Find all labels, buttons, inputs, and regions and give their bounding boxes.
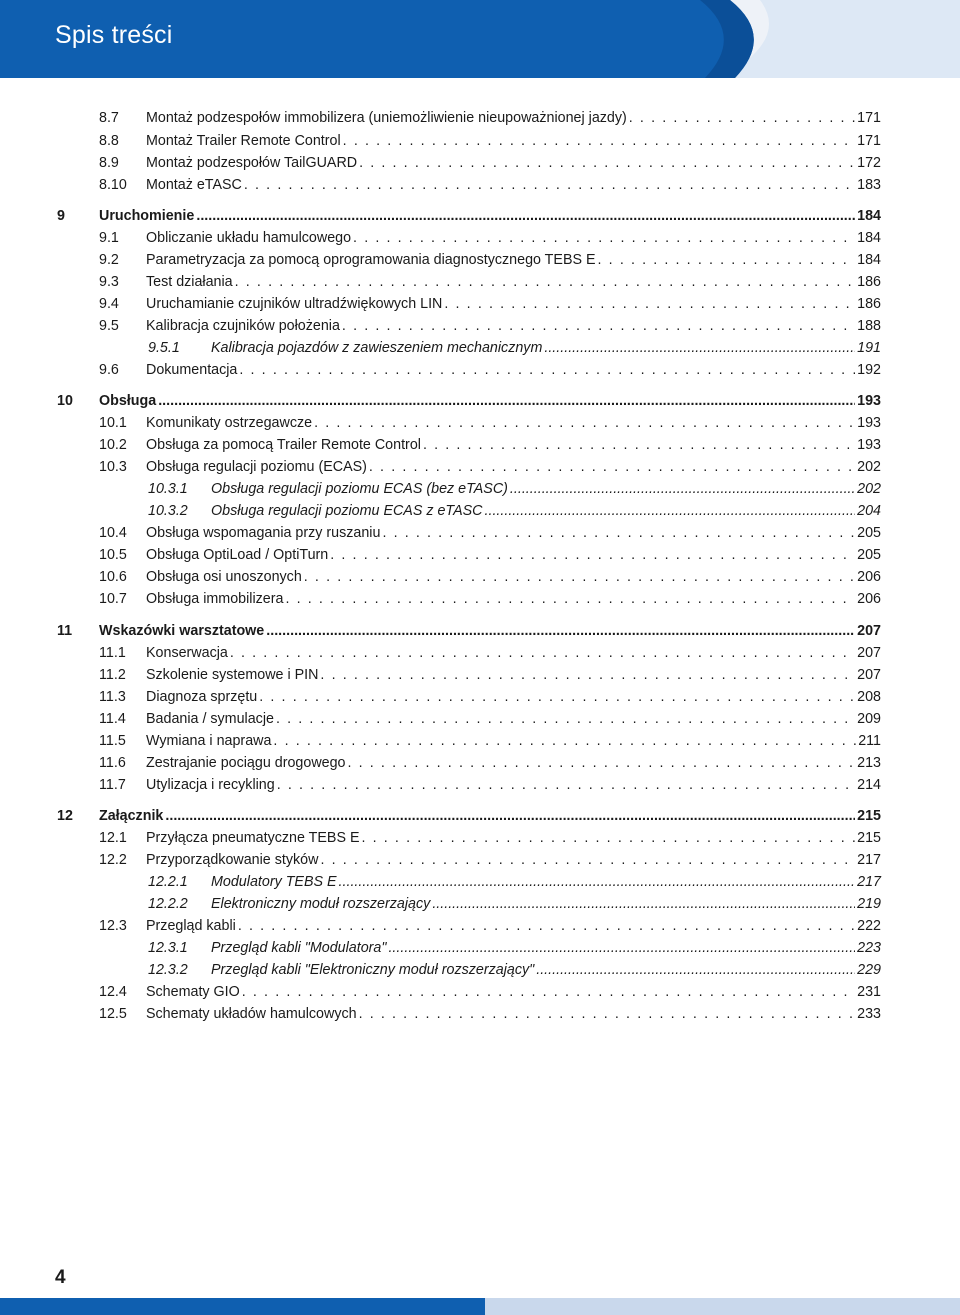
toc-entry-number: 10.1 bbox=[99, 415, 127, 431]
toc-entry-title: Utylizacja i recykling bbox=[146, 777, 275, 793]
toc-section-row[interactable] bbox=[0, 1004, 960, 1024]
toc-entry-line bbox=[146, 457, 881, 477]
toc-entry-page: 191 bbox=[857, 340, 881, 356]
toc-dot-leader bbox=[343, 131, 855, 151]
toc-entry-line bbox=[211, 894, 881, 914]
toc-entry-line bbox=[146, 413, 881, 433]
toc-entry-page: 207 bbox=[857, 645, 881, 661]
toc-entry-title: Konserwacja bbox=[146, 645, 228, 661]
footer-bar bbox=[0, 1298, 960, 1315]
toc-subsection-row[interactable] bbox=[0, 960, 960, 980]
toc-entry-line bbox=[146, 982, 881, 1002]
toc-entry-line bbox=[146, 665, 881, 685]
toc-subsection-row[interactable] bbox=[0, 872, 960, 892]
toc-entry-page: 208 bbox=[857, 689, 881, 705]
toc-entry-number: 9.5 bbox=[99, 318, 119, 334]
toc-entry-page: 217 bbox=[857, 852, 881, 868]
toc-subsection-row[interactable] bbox=[0, 479, 960, 499]
toc-entry-title: Obsługa regulacji poziomu (ECAS) bbox=[146, 459, 367, 475]
toc-entry-number: 12.1 bbox=[99, 830, 127, 846]
toc-dot-leader bbox=[276, 709, 855, 729]
toc-entry-title: Obsługa OptiLoad / OptiTurn bbox=[146, 547, 329, 563]
toc-dot-leader bbox=[359, 153, 855, 173]
toc-entry-page: 184 bbox=[857, 208, 881, 224]
toc-section-row[interactable] bbox=[0, 775, 960, 795]
toc-entry-line bbox=[146, 175, 881, 195]
toc-entry-title: Parametryzacja za pomocą oprogramowania diagnostycznego TEBS E bbox=[146, 252, 596, 268]
toc-subsection-row[interactable] bbox=[0, 938, 960, 958]
toc-section-row[interactable] bbox=[0, 360, 960, 380]
toc-entry-title: Załącznik bbox=[99, 808, 164, 824]
toc-entry-line bbox=[146, 523, 881, 543]
toc-entry-number: 10.3.1 bbox=[148, 481, 188, 497]
toc-entry-line bbox=[146, 435, 881, 455]
toc-chapter-row[interactable] bbox=[0, 806, 960, 826]
toc-entry-number: 9.3 bbox=[99, 274, 119, 290]
toc-entry-line bbox=[211, 960, 881, 980]
toc-entry-page: 192 bbox=[857, 362, 881, 378]
toc-entry-title: Diagnoza sprzętu bbox=[146, 689, 258, 705]
toc-entry-title: Obsługa wspomagania przy ruszaniu bbox=[146, 525, 381, 541]
toc-entry-page: 217 bbox=[857, 874, 881, 890]
toc-dot-leader bbox=[342, 316, 855, 336]
toc-entry-page: 222 bbox=[857, 918, 881, 934]
toc-entry-number: 10.7 bbox=[99, 591, 127, 607]
toc-entry-number: 11.1 bbox=[99, 645, 126, 661]
toc-entry-page: 207 bbox=[857, 667, 881, 683]
toc-entry-title: Montaż podzespołów TailGUARD bbox=[146, 155, 358, 171]
toc-section-row[interactable] bbox=[0, 828, 960, 848]
toc-dot-leader bbox=[444, 294, 855, 314]
toc-section-row[interactable] bbox=[0, 982, 960, 1002]
toc-entry-page: 205 bbox=[857, 547, 881, 563]
toc-entry-title: Obsługa immobilizera bbox=[146, 591, 284, 607]
toc-entry-line bbox=[146, 250, 881, 270]
toc-entry-title: Zestrajanie pociągu drogowego bbox=[146, 755, 346, 771]
toc-entry-title: Wymiana i naprawa bbox=[146, 733, 272, 749]
toc-entry-page: 206 bbox=[857, 569, 881, 585]
toc-entry-page: 223 bbox=[857, 940, 881, 956]
toc-entry-number: 11.6 bbox=[99, 755, 126, 771]
toc-entry-line bbox=[211, 501, 881, 521]
toc-entry-line bbox=[146, 360, 881, 380]
toc-entry-number: 11.5 bbox=[99, 733, 126, 749]
toc-entry-title: Przyłącza pneumatyczne TEBS E bbox=[146, 830, 360, 846]
toc-section-row[interactable] bbox=[0, 665, 960, 685]
toc-entry-number: 9.1 bbox=[99, 230, 119, 246]
toc-entry-page: 231 bbox=[857, 984, 881, 1000]
toc-entry-title: Przyporządkowanie styków bbox=[146, 852, 319, 868]
toc-dot-leader bbox=[266, 621, 855, 641]
toc-section-row[interactable] bbox=[0, 175, 960, 195]
toc-entry-page: 202 bbox=[857, 459, 881, 475]
toc-dot-leader bbox=[277, 775, 855, 795]
toc-entry-line bbox=[146, 272, 881, 292]
toc-entry-number: 8.8 bbox=[99, 133, 119, 149]
toc-entry-page: 183 bbox=[857, 177, 881, 193]
toc-entry-number: 12.3.1 bbox=[148, 940, 188, 956]
toc-entry-title: Montaż Trailer Remote Control bbox=[146, 133, 341, 149]
toc-entry-line bbox=[146, 687, 881, 707]
toc-entry-number: 9.6 bbox=[99, 362, 119, 378]
toc-entry-title: Przegląd kabli bbox=[146, 918, 236, 934]
toc-section-row[interactable] bbox=[0, 272, 960, 292]
toc-subsection-row[interactable] bbox=[0, 894, 960, 914]
toc-entry-line bbox=[146, 228, 881, 248]
toc-entry-title: Kalibracja pojazdów z zawieszeniem mechanicznym bbox=[211, 340, 543, 356]
toc-dot-leader bbox=[314, 413, 855, 433]
toc-entry-number: 11.3 bbox=[99, 689, 126, 705]
toc-dot-leader bbox=[423, 435, 855, 455]
toc-entry-page: 184 bbox=[857, 252, 881, 268]
toc-section-row[interactable] bbox=[0, 916, 960, 936]
toc-dot-leader bbox=[598, 250, 856, 270]
toc-chapter-row[interactable] bbox=[0, 391, 960, 411]
toc-entry-title: Obsługa bbox=[99, 393, 157, 409]
toc-dot-leader bbox=[244, 175, 855, 195]
toc-section-row[interactable] bbox=[0, 687, 960, 707]
toc-entry-number: 11.7 bbox=[99, 777, 126, 793]
toc-dot-leader bbox=[330, 545, 855, 565]
toc-entry-title: Elektroniczny moduł rozszerzający bbox=[211, 896, 431, 912]
toc-section-row[interactable] bbox=[0, 250, 960, 270]
toc-entry-number: 12 bbox=[57, 808, 73, 824]
toc-dot-leader bbox=[196, 206, 855, 226]
toc-entry-line bbox=[146, 709, 881, 729]
toc-subsection-row[interactable] bbox=[0, 501, 960, 521]
toc-entry-page: 193 bbox=[857, 437, 881, 453]
toc-section-row[interactable] bbox=[0, 108, 960, 128]
toc-entry-number: 12.3.2 bbox=[148, 962, 188, 978]
toc-entry-page: 206 bbox=[857, 591, 881, 607]
toc-entry-title: Schematy układów hamulcowych bbox=[146, 1006, 357, 1022]
toc-dot-leader bbox=[165, 806, 855, 826]
toc-dot-leader bbox=[369, 457, 855, 477]
toc-entry-number: 11 bbox=[57, 623, 73, 639]
toc-dot-leader bbox=[273, 731, 856, 751]
toc-dot-leader bbox=[510, 479, 855, 499]
page-number: 4 bbox=[55, 1267, 66, 1288]
toc-entry-page: 233 bbox=[857, 1006, 881, 1022]
toc-entry-number: 9.4 bbox=[99, 296, 119, 312]
toc-section-row[interactable] bbox=[0, 457, 960, 477]
toc-section-row[interactable] bbox=[0, 523, 960, 543]
toc-entry-line bbox=[146, 731, 881, 751]
toc-entry-number: 8.10 bbox=[99, 177, 127, 193]
toc-entry-number: 10.3 bbox=[99, 459, 127, 475]
toc-dot-leader bbox=[432, 894, 855, 914]
toc-entry-title: Przegląd kabli "Modulatora" bbox=[211, 940, 387, 956]
toc-entry-line bbox=[211, 338, 881, 358]
toc-entry-page: 205 bbox=[857, 525, 881, 541]
toc-entry-number: 12.4 bbox=[99, 984, 127, 1000]
toc-dot-leader bbox=[339, 872, 856, 892]
toc-entry-number: 8.7 bbox=[99, 110, 119, 126]
toc-entry-number: 9 bbox=[57, 208, 65, 224]
toc-dot-leader bbox=[629, 108, 855, 128]
toc-entry-page: 186 bbox=[857, 274, 881, 290]
toc-section-row[interactable] bbox=[0, 589, 960, 609]
toc-entry-line bbox=[146, 828, 881, 848]
toc-dot-leader bbox=[362, 828, 856, 848]
toc-entry-number: 10 bbox=[57, 393, 73, 409]
toc-entry-number: 12.2 bbox=[99, 852, 127, 868]
toc-entry-line bbox=[146, 108, 881, 128]
toc-entry-title: Obsługa regulacji poziomu ECAS (bez eTASC) bbox=[211, 481, 508, 497]
toc-entry-title: Uruchomienie bbox=[99, 208, 195, 224]
toc-entry-line bbox=[99, 206, 881, 226]
toc-dot-leader bbox=[239, 360, 855, 380]
toc-entry-line bbox=[211, 479, 881, 499]
toc-entry-title: Schematy GIO bbox=[146, 984, 240, 1000]
toc-section-row[interactable] bbox=[0, 545, 960, 565]
toc-entry-page: 209 bbox=[857, 711, 881, 727]
toc-entry-line bbox=[146, 643, 881, 663]
toc-entry-line bbox=[99, 391, 881, 411]
toc-entry-number: 10.4 bbox=[99, 525, 127, 541]
toc-entry-line bbox=[211, 872, 881, 892]
toc-section-row[interactable] bbox=[0, 131, 960, 151]
toc-entry-title: Obsługa za pomocą Trailer Remote Control bbox=[146, 437, 421, 453]
toc-dot-leader bbox=[285, 589, 855, 609]
toc-dot-leader bbox=[304, 567, 855, 587]
toc-entry-number: 12.5 bbox=[99, 1006, 127, 1022]
toc-dot-leader bbox=[158, 391, 855, 411]
toc-entry-title: Komunikaty ostrzegawcze bbox=[146, 415, 313, 431]
toc-entry-page: 215 bbox=[857, 830, 881, 846]
toc-entry-line bbox=[146, 131, 881, 151]
toc-section-row[interactable] bbox=[0, 316, 960, 336]
toc-section-row[interactable] bbox=[0, 567, 960, 587]
toc-section-row[interactable] bbox=[0, 153, 960, 173]
toc-dot-leader bbox=[388, 938, 855, 958]
toc-section-row[interactable] bbox=[0, 709, 960, 729]
toc-section-row[interactable] bbox=[0, 643, 960, 663]
toc-entry-line bbox=[146, 775, 881, 795]
toc-entry-title: Badania / symulacje bbox=[146, 711, 274, 727]
toc-entry-number: 12.2.1 bbox=[148, 874, 188, 890]
toc-dot-leader bbox=[320, 850, 855, 870]
toc-entry-page: 229 bbox=[857, 962, 881, 978]
toc-entry-line bbox=[99, 621, 881, 641]
toc-entry-title: Dokumentacja bbox=[146, 362, 238, 378]
toc-entry-line bbox=[146, 153, 881, 173]
toc-entry-title: Wskazówki warsztatowe bbox=[99, 623, 265, 639]
toc-entry-page: 204 bbox=[857, 503, 881, 519]
toc-entry-line bbox=[146, 753, 881, 773]
toc-dot-leader bbox=[235, 272, 856, 292]
toc-entry-page: 215 bbox=[857, 808, 881, 824]
toc-dot-leader bbox=[353, 228, 855, 248]
toc-entry-page: 214 bbox=[857, 777, 881, 793]
toc-entry-number: 12.3 bbox=[99, 918, 127, 934]
toc-entry-line bbox=[146, 545, 881, 565]
toc-dot-leader bbox=[485, 501, 856, 521]
toc-section-row[interactable] bbox=[0, 850, 960, 870]
toc-entry-title: Obsługa regulacji poziomu ECAS z eTASC bbox=[211, 503, 483, 519]
toc-entry-page: 202 bbox=[857, 481, 881, 497]
toc-entry-page: 184 bbox=[857, 230, 881, 246]
toc-chapter-row[interactable] bbox=[0, 206, 960, 226]
toc-entry-page: 193 bbox=[857, 393, 881, 409]
toc-entry-title: Uruchamianie czujników ultradźwiękowych LIN bbox=[146, 296, 443, 312]
toc-dot-leader bbox=[320, 665, 855, 685]
toc-entry-page: 171 bbox=[857, 110, 881, 126]
toc-section-row[interactable] bbox=[0, 413, 960, 433]
toc-entry-line bbox=[146, 567, 881, 587]
toc-entry-number: 11.4 bbox=[99, 711, 126, 727]
toc-entry-line bbox=[146, 316, 881, 336]
toc-entry-number: 8.9 bbox=[99, 155, 119, 171]
toc-entry-line bbox=[99, 806, 881, 826]
toc-entry-page: 188 bbox=[857, 318, 881, 334]
toc-entry-title: Montaż eTASC bbox=[146, 177, 242, 193]
toc-dot-leader bbox=[242, 982, 855, 1002]
toc-entry-title: Obliczanie układu hamulcowego bbox=[146, 230, 352, 246]
toc-entry-page: 219 bbox=[857, 896, 881, 912]
toc-entry-page: 172 bbox=[857, 155, 881, 171]
toc-dot-leader bbox=[259, 687, 855, 707]
toc-section-row[interactable] bbox=[0, 294, 960, 314]
toc-entry-title: Obsługa osi unoszonych bbox=[146, 569, 302, 585]
toc-dot-leader bbox=[544, 338, 855, 358]
toc-dot-leader bbox=[230, 643, 855, 663]
toc-section-row[interactable] bbox=[0, 435, 960, 455]
toc-entry-title: Test działania bbox=[146, 274, 233, 290]
toc-section-row[interactable] bbox=[0, 731, 960, 751]
toc-entry-page: 213 bbox=[857, 755, 881, 771]
toc-entry-line bbox=[146, 589, 881, 609]
toc-entry-page: 186 bbox=[857, 296, 881, 312]
toc-entry-title: Modulatory TEBS E bbox=[211, 874, 337, 890]
page-title: Spis treści bbox=[55, 21, 173, 49]
toc-entry-line bbox=[146, 1004, 881, 1024]
toc-entry-line bbox=[146, 294, 881, 314]
toc-entry-number: 9.2 bbox=[99, 252, 119, 268]
toc-entry-title: Montaż podzespołów immobilizera (uniemożliwienie nieupoważnionej jazdy) bbox=[146, 110, 627, 126]
toc-entry-title: Szkolenie systemowe i PIN bbox=[146, 667, 319, 683]
toc-entry-number: 10.5 bbox=[99, 547, 127, 563]
toc-dot-leader bbox=[382, 523, 855, 543]
toc-entry-page: 193 bbox=[857, 415, 881, 431]
toc-entry-number: 11.2 bbox=[99, 667, 126, 683]
toc-chapter-row[interactable] bbox=[0, 621, 960, 641]
toc-subsection-row[interactable] bbox=[0, 338, 960, 358]
toc-entry-number: 10.3.2 bbox=[148, 503, 188, 519]
toc-entry-number: 12.2.2 bbox=[148, 896, 188, 912]
toc-entry-number: 10.6 bbox=[99, 569, 127, 585]
toc-entry-page: 207 bbox=[857, 623, 881, 639]
toc-entry-number: 9.5.1 bbox=[148, 340, 180, 356]
toc-entry-number: 10.2 bbox=[99, 437, 127, 453]
toc-entry-page: 171 bbox=[857, 133, 881, 149]
toc-dot-leader bbox=[238, 916, 855, 936]
toc-dot-leader bbox=[536, 960, 855, 980]
toc-section-row[interactable] bbox=[0, 228, 960, 248]
toc-entry-line bbox=[146, 916, 881, 936]
toc-dot-leader bbox=[348, 753, 856, 773]
toc-entry-line bbox=[211, 938, 881, 958]
toc-dot-leader bbox=[359, 1004, 856, 1024]
toc-section-row[interactable] bbox=[0, 753, 960, 773]
toc-entry-title: Kalibracja czujników położenia bbox=[146, 318, 340, 334]
toc-entry-page: 211 bbox=[858, 733, 881, 749]
toc-entry-title: Przegląd kabli "Elektroniczny moduł rozszerzający" bbox=[211, 962, 535, 978]
toc-entry-line bbox=[146, 850, 881, 870]
